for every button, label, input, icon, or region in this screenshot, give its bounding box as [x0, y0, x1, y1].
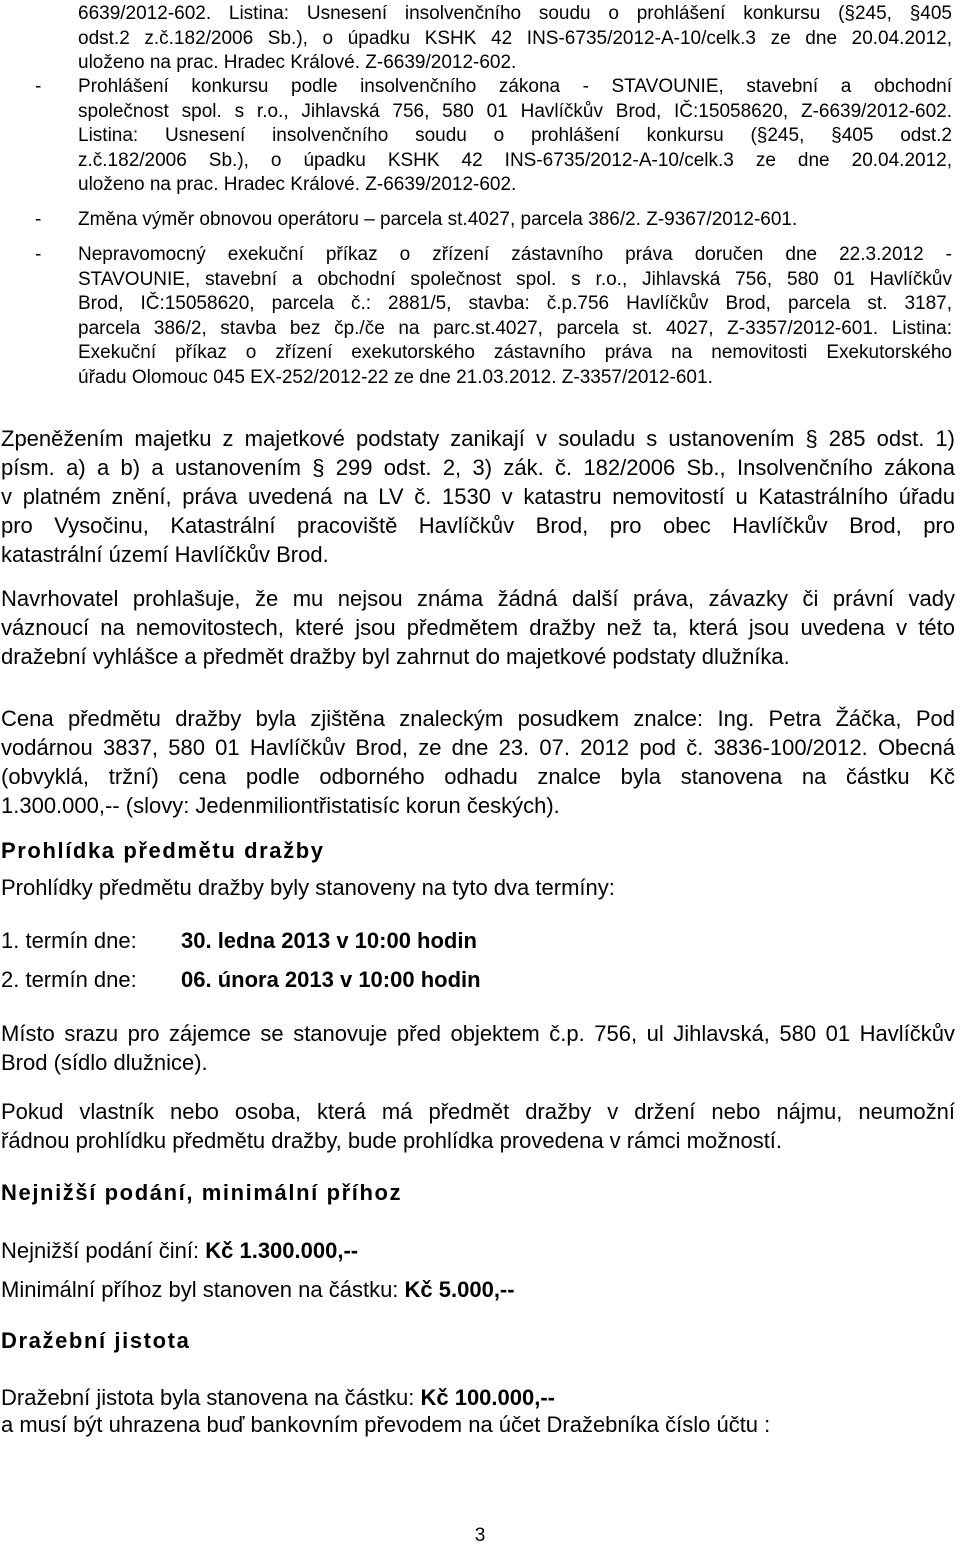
text-line: Brod, IČ:15058620, parcela č.: 2881/5, stavba: č.p.756 Havlíčkův Brod, parcela st. 3187,: [78, 293, 952, 314]
paragraph-navrhovatel: [1, 584, 955, 671]
jistota-payment-line: a musí být uhrazena buď bankovním převodem na účet Dražebníka číslo účtu :: [1, 1412, 771, 1437]
section-heading-podani: Nejnižší podání, minimální příhoz: [1, 1180, 403, 1205]
text-line: Listina: Usnesení insolvenčního soudu o prohlášení konkursu (§245, §405 odst.2: [78, 125, 952, 146]
text-line: parcela 386/2, stavba bez čp./če na parc.st.4027, parcela st. 4027, Z-3357/2012-601. Listina:: [78, 317, 952, 339]
text-line: katastrální území Havlíčkův Brod.: [1, 542, 329, 567]
term-label: 1. termín dne:: [1, 928, 137, 953]
text-line: Nepravomocný exekuční příkaz o zřízení zástavního práva doručen dne 22.3.2012 -: [78, 244, 952, 265]
amount: Kč 5.000,--: [404, 1277, 515, 1302]
text-line: uloženo na prac. Hradec Králové. Z-6639/2012-602.: [78, 52, 517, 73]
bullet-dash: -: [35, 209, 42, 230]
amount: Kč 1.300.000,--: [205, 1238, 359, 1263]
text-line: úřadu Olomouc 045 EX-252/2012-22 ze dne 21.03.2012. Z-3357/2012-601.: [78, 366, 713, 388]
bullet-dash: -: [35, 76, 42, 97]
text-line: Exekuční příkaz o zřízení exekutorského zástavního práva na nemovitosti Exekutorského: [78, 342, 952, 363]
bullet-item-prohlaseni-konkursu: [78, 75, 952, 198]
minimalni-prihoz-line: [1, 1275, 515, 1304]
text-line: váznoucí na nemovitostech, které jsou předmětem dražby než ta, která jsou uvedena v této: [1, 615, 955, 640]
paragraph-misto-srazu: [1, 1019, 955, 1077]
text-line: Pokud vlastník nebo osoba, která má předmět dražby v držení nebo nájmu, neumožní: [1, 1099, 955, 1124]
amount: Kč 100.000,--: [420, 1385, 555, 1410]
text-line: Prohlášení konkursu podle insolvenčního zákona - STAVOUNIE, stavební a obchodní: [78, 76, 952, 97]
section-heading-prohlidka: Prohlídka předmětu dražby: [1, 838, 325, 863]
text-line: řádnou prohlídku předmětu dražby, bude prohlídka provedena v rámci možností.: [1, 1128, 783, 1153]
text-line: STAVOUNIE, stavební a obchodní společnost spol. s r.o., Jihlavská 756, 580 01 Havlíčkův: [78, 268, 952, 290]
prohlidka-intro: Prohlídky předmětu dražby byly stanoveny na tyto dva termíny:: [1, 875, 615, 900]
text-line: 1.300.000,-- (slovy: Jedenmiliontřistatisíc korun českých).: [1, 793, 560, 818]
page-number: 3: [474, 1525, 486, 1546]
nejnizsi-podani-line: [1, 1236, 358, 1265]
text-line: Brod (sídlo dlužnice).: [1, 1050, 208, 1075]
term-row-2: [1, 965, 481, 994]
paragraph-pokud-vlastnik: [1, 1097, 955, 1155]
text-line: (obvyklá, tržní) cena podle odborného odhadu znalce byla stanovena na částku Kč: [1, 764, 955, 789]
bullet-item-exekucni-prikaz: [78, 243, 952, 390]
jistota-line: [1, 1383, 555, 1412]
bullet-item-zmena-vymer: [78, 208, 952, 233]
text-line: společnost spol. s r.o., Jihlavská 756, 580 01 Havlíčkův Brod, IČ:15058620, Z-6639/2012-602.: [78, 100, 952, 122]
text-line: uloženo na prac. Hradec Králové. Z-6639/2012-602.: [78, 174, 517, 195]
text-line: Změna výměr obnovou operátoru – parcela st.4027, parcela 386/2. Z-9367/2012-601.: [78, 209, 798, 230]
term-label: 2. termín dne:: [1, 967, 137, 992]
bullet-dash: -: [35, 244, 42, 265]
text-line: 6639/2012-602. Listina: Usnesení insolvenčního soudu o prohlášení konkursu (§245, §405: [78, 3, 952, 24]
term-value: 06. února 2013 v 10:00 hodin: [181, 967, 481, 992]
paragraph-zpenezeni: [1, 424, 955, 569]
label: Nejnižší podání činí:: [1, 1238, 206, 1263]
text-line: Místo srazu pro zájemce se stanovuje před objektem č.p. 756, ul Jihlavská, 580 01 Havlíčkův: [1, 1021, 955, 1046]
text-line: odst.2 z.č.182/2006 Sb.), o úpadku KSHK 42 INS-6735/2012-A-10/celk.3 ze dne 20.04.2012,: [78, 27, 952, 49]
label: Minimální příhoz byl stanoven na částku:: [1, 1277, 405, 1302]
section-heading-jistota: Dražební jistota: [1, 1328, 191, 1353]
text-line: z.č.182/2006 Sb.), o úpadku KSHK 42 INS-6735/2012-A-10/celk.3 ze dne 20.04.2012,: [78, 149, 952, 171]
paragraph-cena: [1, 704, 955, 820]
text-line: Zpeněžením majetku z majetkové podstaty zanikají v souladu s ustanovením § 285 odst. 1): [1, 426, 955, 451]
text-line: Cena předmětu dražby byla zjištěna znaleckým posudkem znalce: Ing. Petra Žáčka, Pod: [1, 706, 955, 731]
term-value: 30. ledna 2013 v 10:00 hodin: [181, 928, 477, 953]
term-row-1: [1, 926, 477, 955]
text-line: v platném znění, práva uvedená na LV č. 1530 v katastru nemovitostí u Katastrálního úřadu: [1, 484, 955, 509]
text-line: dražební vyhlášce a předmět dražby byl zahrnut do majetkové podstaty dlužníka.: [1, 644, 790, 669]
label: Dražební jistota byla stanovena na částku:: [1, 1385, 421, 1410]
text-line: Navrhovatel prohlašuje, že mu nejsou známa žádná další práva, závazky či právní vady: [1, 586, 955, 611]
text-line: písm. a) a b) a ustanovením § 299 odst. 2, 3) zák. č. 182/2006 Sb., Insolvenčního zákona: [1, 455, 955, 480]
top-continuation-paragraph: [78, 2, 952, 76]
text-line: vodárnou 3837, 580 01 Havlíčkův Brod, ze dne 23. 07. 2012 pod č. 3836-100/2012. Obecná: [1, 735, 955, 760]
text-line: pro Vysočinu, Katastrální pracoviště Havlíčkův Brod, pro obec Havlíčkův Brod, pro: [1, 513, 955, 538]
